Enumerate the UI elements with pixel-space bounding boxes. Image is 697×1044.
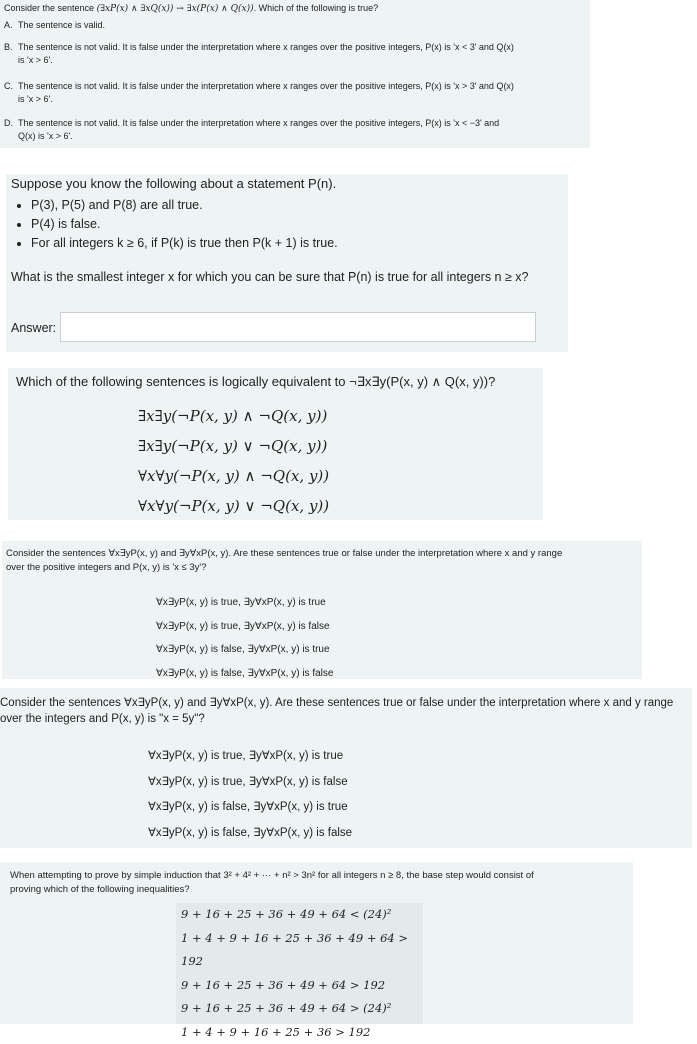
question-2-panel: [6, 174, 568, 352]
choice-item[interactable]: ∀x∃yP(x, y) is false, ∃y∀xP(x, y) is true: [156, 638, 333, 662]
question-3-choices: [138, 401, 329, 521]
choice-item[interactable]: ∀x∃yP(x, y) is false, ∃y∀xP(x, y) is true: [148, 795, 352, 821]
question-4-stem: [6, 547, 638, 575]
question-6-panel: [0, 862, 633, 1024]
option-b[interactable]: [4, 41, 586, 67]
choice-item[interactable]: ∀x∀y(¬P(x, y) ∧ ¬Q(x, y)): [138, 461, 329, 491]
question-2-prompt: What is the smallest integer x for which you can be sure that P(n) is true for all integers n ≥ x?: [11, 270, 529, 284]
option-a[interactable]: [4, 19, 586, 32]
stem-line: Consider the sentences ∀x∃yP(x, y) and ∃y∀xP(x, y). Are these sentences true or false under the interpretation where x and y range: [6, 547, 638, 561]
option-letter: D.: [4, 117, 18, 130]
option-text-cont: is 'x > 6'.: [4, 93, 586, 106]
question-6-choices: [176, 903, 423, 1024]
choice-item[interactable]: ∀x∃yP(x, y) is true, ∃y∀xP(x, y) is false: [148, 770, 352, 796]
question-3-stem: Which of the following sentences is logically equivalent to ¬∃x∃y(P(x, y) ∧ Q(x, y))?: [16, 374, 495, 390]
stem-line: over the positive integers and P(x, y) is 'x ≤ 3y'?: [6, 561, 638, 575]
question-1-panel: [0, 0, 590, 148]
choice-item[interactable]: 1 + 4 + 9 + 16 + 25 + 36 + 49 + 64 > 192: [181, 927, 423, 974]
question-4-choices: [156, 591, 333, 685]
choice-item[interactable]: ∀x∀y(¬P(x, y) ∨ ¬Q(x, y)): [138, 491, 329, 521]
fact-item: • P(3), P(5) and P(8) are all true.: [31, 196, 338, 215]
option-letter: C.: [4, 80, 18, 93]
question-2-facts: [11, 196, 338, 253]
option-letter: A.: [4, 19, 18, 32]
choice-item[interactable]: ∃x∃y(¬P(x, y) ∨ ¬Q(x, y)): [138, 431, 329, 461]
answer-input[interactable]: [60, 312, 536, 342]
question-5-choices: [148, 744, 352, 846]
option-d[interactable]: [4, 117, 586, 143]
stem-line: When attempting to prove by simple induction that 3² + 4² + ··· + n² > 3n² for all integers n ≥ 8, the base step would consist of: [10, 869, 630, 883]
stem-line: Consider the sentences ∀x∃yP(x, y) and ∃y∀xP(x, y). Are these sentences true or false under the interpretation where x and y range: [0, 695, 690, 711]
question-1-stem-text: Consider the sentence: [4, 3, 97, 13]
option-text: The sentence is not valid. It is false under the interpretation where x ranges over the positive integers, P(x) is 'x < −3' and: [18, 118, 499, 128]
fact-item: • P(4) is false.: [31, 215, 338, 234]
choice-item[interactable]: 9 + 16 + 25 + 36 + 49 + 64 > (24)²: [181, 997, 423, 1021]
answer-label: Answer:: [11, 321, 56, 335]
option-text-cont: is 'x > 6'.: [4, 54, 586, 67]
stem-line: proving which of the following inequalities?: [10, 883, 630, 897]
stem-line: over the integers and P(x, y) is "x = 5y"?: [0, 711, 690, 727]
question-5-stem: [0, 695, 690, 727]
question-6-stem: [10, 869, 630, 897]
choice-item[interactable]: ∀x∃yP(x, y) is true, ∃y∀xP(x, y) is true: [156, 591, 333, 615]
question-1-stem-formula: (∃xP(x) ∧ ∃xQ(x)) → ∃x(P(x) ∧ Q(x)): [97, 4, 254, 14]
option-c[interactable]: [4, 80, 586, 106]
question-4-panel: [2, 541, 642, 679]
choice-item[interactable]: 1 + 4 + 9 + 16 + 25 + 36 > 192: [181, 1021, 423, 1044]
fact-item: • For all integers k ≥ 6, if P(k) is true then P(k + 1) is true.: [31, 234, 338, 253]
question-1-stem-tail: . Which of the following is true?: [254, 3, 379, 13]
option-text-cont: Q(x) is 'x > 6'.: [4, 130, 586, 143]
option-letter: B.: [4, 41, 18, 54]
choice-item[interactable]: ∀x∃yP(x, y) is true, ∃y∀xP(x, y) is true: [148, 744, 352, 770]
option-text: The sentence is valid.: [18, 20, 105, 30]
question-2-intro: Suppose you know the following about a statement P(n).: [11, 176, 336, 191]
choice-item[interactable]: 9 + 16 + 25 + 36 + 49 + 64 > 192: [181, 974, 423, 998]
choice-item[interactable]: ∀x∃yP(x, y) is false, ∃y∀xP(x, y) is false: [148, 821, 352, 847]
choice-item[interactable]: ∀x∃yP(x, y) is false, ∃y∀xP(x, y) is false: [156, 662, 333, 686]
choice-item[interactable]: ∃x∃y(¬P(x, y) ∧ ¬Q(x, y)): [138, 401, 329, 431]
choice-item[interactable]: 9 + 16 + 25 + 36 + 49 + 64 < (24)²: [181, 903, 423, 927]
choice-item[interactable]: ∀x∃yP(x, y) is true, ∃y∀xP(x, y) is false: [156, 615, 333, 639]
option-text: The sentence is not valid. It is false under the interpretation where x ranges over the positive integers, P(x) is 'x < 3' and Q(x): [18, 42, 514, 52]
question-5-panel: [0, 688, 692, 848]
question-3-panel: [8, 368, 543, 520]
question-1-stem: [4, 2, 378, 16]
option-text: The sentence is not valid. It is false under the interpretation where x ranges over the positive integers, P(x) is 'x > 3' and Q(x): [18, 81, 514, 91]
